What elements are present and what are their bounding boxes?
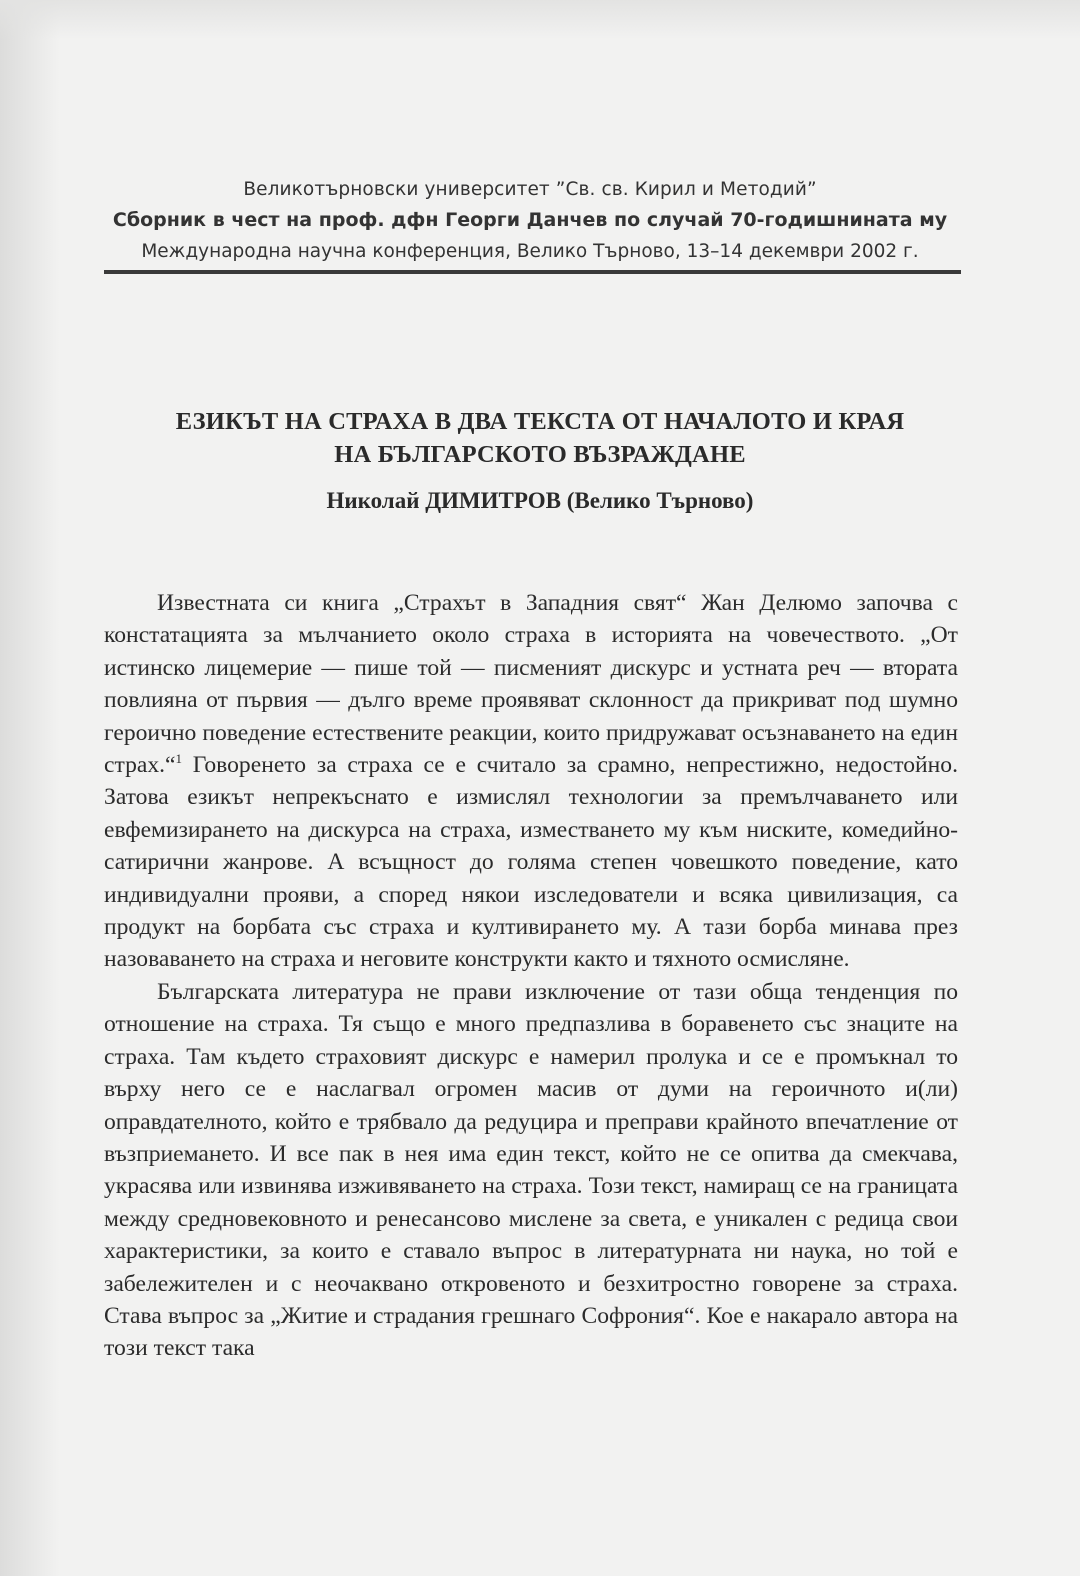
paragraph-2: Българската литература не прави изключение от тази обща тенденция по отношение на страха. Тя също е много предпазлива в боравенето със знаците на страха. Там където страховият дискурс е намерил пролука и се е промъкнал то върху него се е наслагвал огромен масив от думи на героичното и(ли) оправдателното, който е трябвало да редуцира и преправи крайното впечатление от възприемането. И все пак в нея има един текст, който не се опитва да смекчава, украсява или извинява изживяването на страха. Този текст, намиращ се на границата между средновековното и ренесансово мислене за света, е уникален с редица свои характеристики, за които е ставало въпрос в литературната ни наука, но той е забележителен и с неочаквано откровеното и безхитростно говорене за страха. Става въпрос за „Житие и страдания грешнаго Софрония“. Кое е накарало автора на този текст така [104, 978, 958, 1362]
article-title [100, 405, 980, 471]
header-divider [104, 270, 961, 274]
header-collection: Сборник в чест на проф. дфн Георги Данчев по случай 70-годишнината му [112, 209, 948, 231]
paragraph-1-text-b: Говоренето за страха се е считало за срамно, непрестижно, недостойно. Затова езикът непрекъснато е измислял технологии за премълчаването или евфемизирането на дискурса на страха, изместването му към ниските, комедийно-сатирични жанрове. А всъщност до голяма степен човешкото поведение, като индивидуални прояви, а според някои изследователи и всяка цивилизация, са продукт на борбата със страха и култивирането му. А тази борба минава през назоваването на страха и неговите конструкти както и тяхното осмисляне. [104, 752, 958, 973]
header-university: Великотърновски университет ”Св. св. Кирил и Методий” [243, 179, 817, 200]
paragraph-1 [104, 587, 958, 976]
title-line-1: ЕЗИКЪТ НА СТРАХА В ДВА ТЕКСТА ОТ НАЧАЛОТО И КРАЯ [175, 408, 905, 435]
article-author: Николай ДИМИТРОВ (Велико Търново) [326, 488, 754, 513]
header-conference: Международна научна конференция, Велико Търново, 13–14 декември 2002 г. [141, 241, 919, 262]
running-header [100, 174, 960, 267]
page-shadow-top [0, 0, 1080, 40]
footnote-marker: 1 [175, 751, 183, 767]
title-line-2: НА БЪЛГАРСКОТО ВЪЗРАЖДАНЕ [334, 441, 746, 468]
article-body [104, 587, 958, 1365]
paragraph-1-text-a: Известната си книга „Страхът в Западния свят“ Жан Делюмо започва с констатацията за мълчанието около страха в историята на човечеството. „От истинско лицемерие — пише той — писменият дискурс и устната реч — втората повлияна от първия — дълго време проявяват склонност да прикриват под шумно героично поведение естествените реакции, които придружават осъзнаването на един страх.“ [104, 590, 958, 779]
page-shadow [0, 0, 60, 1576]
